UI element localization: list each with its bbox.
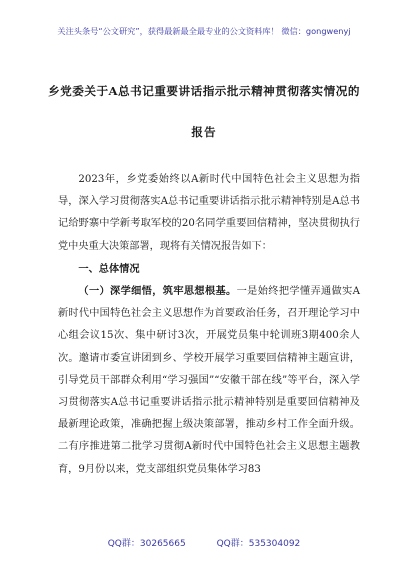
section-heading: 一、总体情况	[78, 262, 140, 275]
footer-qq-group-1: QQ群：30265665	[107, 539, 186, 549]
footer-qq-group-2: QQ群：535304092	[216, 539, 301, 549]
document-title-continued: 报告	[191, 125, 217, 139]
footer	[0, 536, 408, 549]
intro-paragraph: 2023年，乡党委始终以A新时代中国特色社会主义思想为指导，深入学习贯彻落实A总书记重要讲话指示批示精神特别是A总书记给野寨中学新考取军校的20名同学重要回信精神，坚决贯彻执行党中央重大决策部署，现将有关情况报告如下：	[58, 174, 360, 252]
paragraph-text: 一是始终把学懂弄通做实A新时代中国特色社会主义思想作为首要政治任务，召开理论学习中心组会议15次、集中研讨3次，开展党员集中轮训班3期400余人次。邀请市委宣讲团到乡、学校开展学习重要回信精神主题宣讲，引导党员干部群众利用“学习强国”“安徽干部在线”等平台，深入学习贯彻落实A总书记重要讲话指示批示精神特别是重要回信精神及最新理论政策，准确把握上级决策部署，推动乡村工作全面升级。二有序推进第二批学习贯彻A新时代中国特色社会主义思想主题教育，9月份以来，党支部组织党员集体学习83	[58, 286, 361, 475]
paragraph-lead: （一）深学细悟，筑牢思想根基。	[78, 285, 237, 298]
document-body	[58, 169, 360, 481]
body-paragraph	[58, 280, 360, 481]
document-title: 乡党委关于A总书记重要讲话指示批示精神贯彻落实情况的	[48, 84, 360, 98]
header-note: 关注头条号“公文研究”，获得最新最全最专业的公文资料库！ 微信：gongwenyj	[57, 26, 351, 36]
